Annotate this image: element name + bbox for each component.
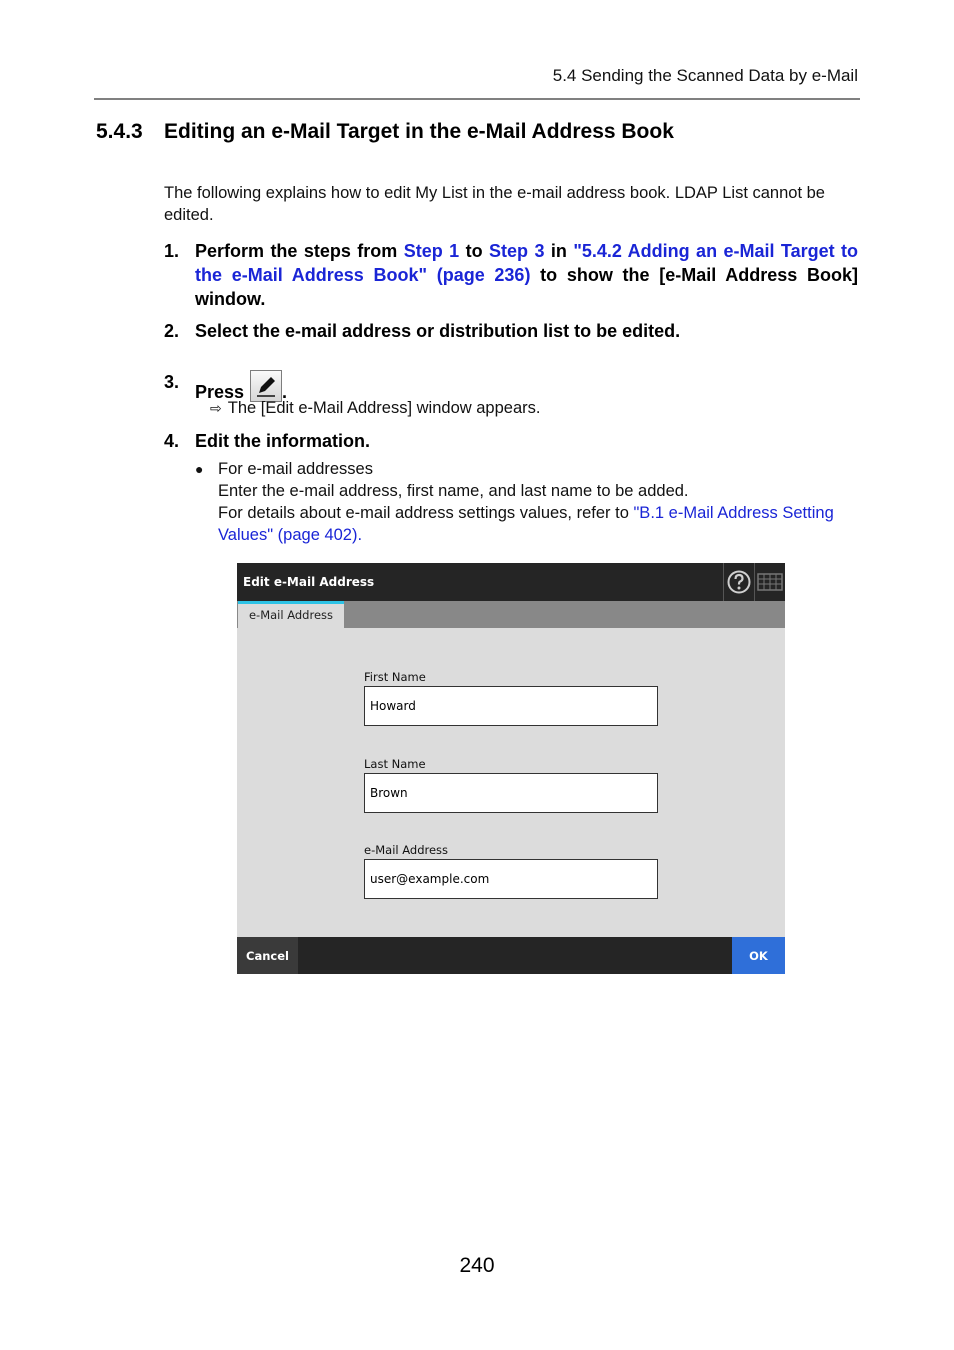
section-title-text: Editing an e-Mail Target in the e-Mail Address Book <box>164 120 674 143</box>
bullet-text <box>218 458 835 546</box>
appendix-b1-link[interactable]: "B.1 e-Mail Address Setting Values" (page 402) <box>218 504 834 544</box>
intro-paragraph: The following explains how to edit My List in the e-mail address book. LDAP List cannot be edited. <box>164 184 825 224</box>
action-bar <box>237 937 785 974</box>
first-name-field[interactable] <box>364 686 658 726</box>
section-title <box>96 120 674 144</box>
tab-strip <box>237 601 785 628</box>
step-number: 4. <box>164 431 180 451</box>
bullet-line: Enter the e-mail address, first name, and last name to be added. <box>218 482 689 500</box>
bullet-heading: For e-mail addresses <box>218 460 373 478</box>
step-1-text-a: Perform the steps from <box>195 241 404 261</box>
step-1 <box>164 239 858 311</box>
step-text: Select the e-mail address or distribution list to be edited. <box>195 321 681 341</box>
keyboard-button[interactable] <box>754 563 785 601</box>
running-header: 5.4 Sending the Scanned Data by e-Mail <box>552 66 858 85</box>
result-arrow-icon: ⇨ <box>210 400 222 416</box>
step-text: Edit the information. <box>195 431 370 451</box>
step-number: 2. <box>164 321 180 341</box>
step-3-period: . <box>282 382 288 402</box>
last-name-label: Last Name <box>364 757 426 771</box>
window-titlebar <box>237 563 785 601</box>
step-1-text-c: in <box>544 241 574 261</box>
step-number: 1. <box>164 241 180 261</box>
bullet-line-ref <box>218 502 835 546</box>
section-number: 5.4.3 <box>96 120 143 143</box>
step-1-link[interactable]: Step 1 <box>403 241 460 261</box>
step-2 <box>164 319 858 343</box>
keyboard-icon <box>755 563 785 601</box>
ok-button[interactable]: OK <box>732 937 785 974</box>
step-text <box>195 239 858 311</box>
tab-email-address[interactable]: e-Mail Address <box>238 601 344 628</box>
edit-pencil-icon <box>250 370 282 402</box>
bullet-ref-period: . <box>357 526 363 544</box>
bullet-ref-text: For details about e-mail address settings values, refer to <box>218 504 634 522</box>
email-bullet <box>195 458 835 546</box>
result-text: The [Edit e-Mail Address] window appears. <box>227 399 541 417</box>
help-icon <box>724 563 754 601</box>
step-3-result <box>210 399 540 418</box>
header-divider <box>94 98 860 100</box>
edit-email-screenshot <box>237 563 785 974</box>
page-number: 240 <box>459 1254 495 1277</box>
first-name-label: First Name <box>364 670 426 684</box>
step-3-text: Press <box>195 382 245 402</box>
step-1-text-d: to show the [e-Mail Address Book] window. <box>195 265 858 309</box>
section-5-4-2-link[interactable]: "5.4.2 Adding an e-Mail Target to the e-Mail Address Book" (page 236) <box>195 241 858 285</box>
email-field[interactable] <box>364 859 658 899</box>
step-1-text-b: to <box>459 241 490 261</box>
window-title: Edit e-Mail Address <box>243 575 375 589</box>
last-name-field[interactable] <box>364 773 658 813</box>
step-number: 3. <box>164 372 180 392</box>
help-button[interactable] <box>723 563 754 601</box>
cancel-button[interactable]: Cancel <box>237 937 298 974</box>
email-label: e-Mail Address <box>364 843 449 857</box>
bullet-icon: ● <box>195 461 204 477</box>
step-4 <box>164 429 858 453</box>
step-3-link[interactable]: Step 3 <box>489 241 545 261</box>
